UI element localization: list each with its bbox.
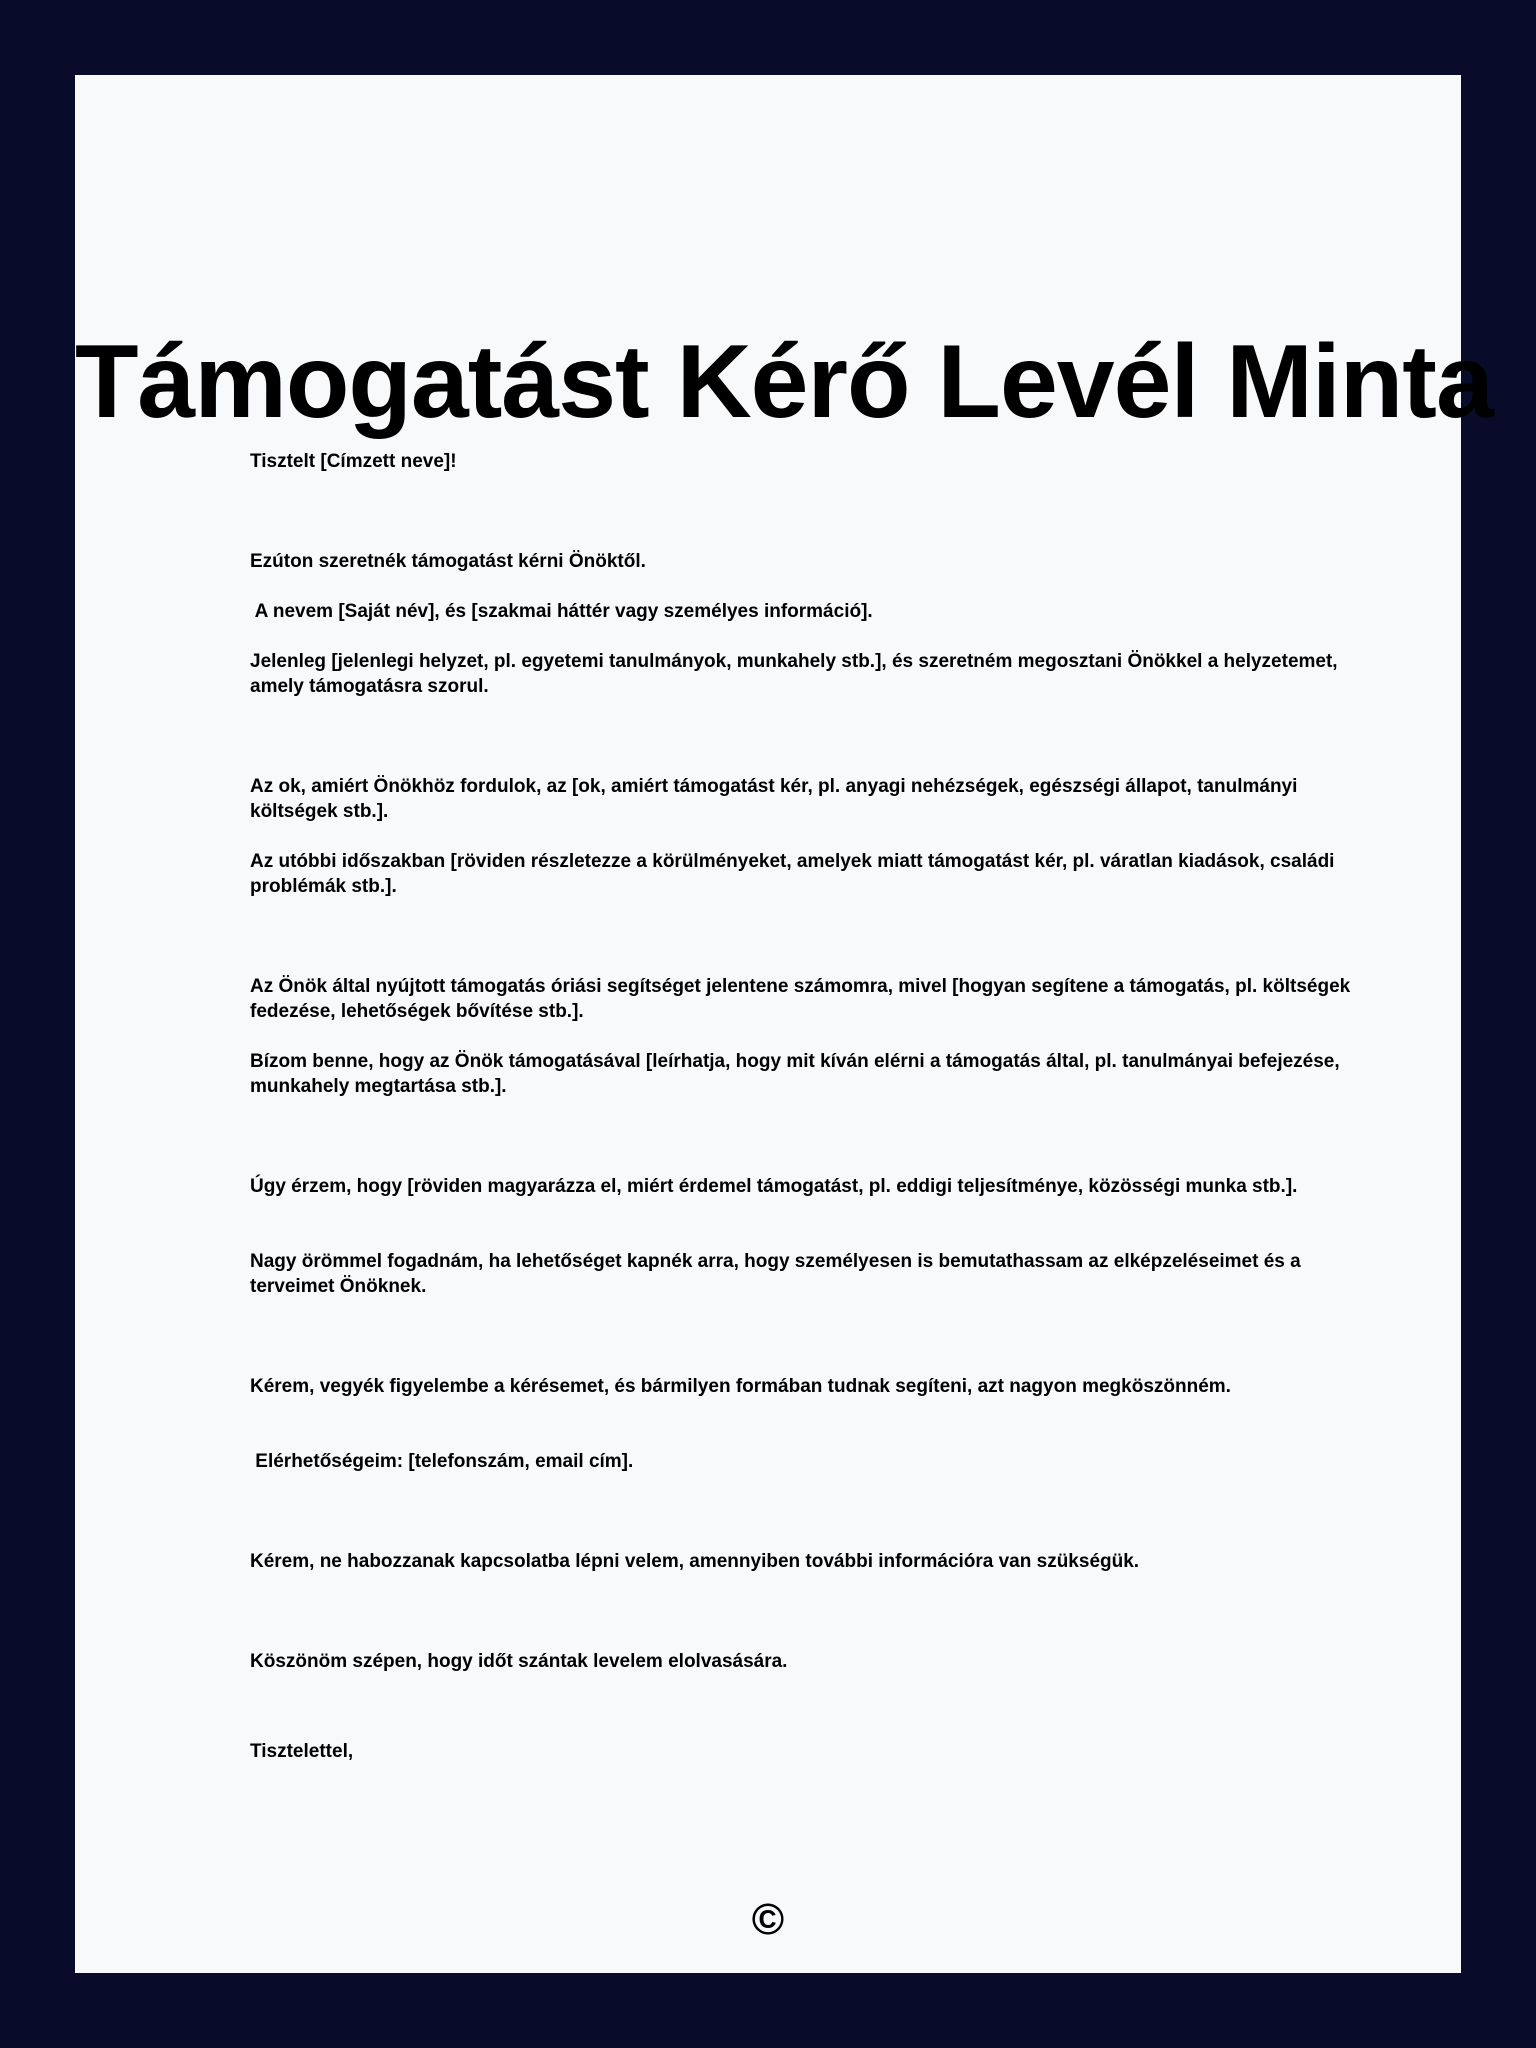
paragraph-circumstances: Az utóbbi időszakban [röviden részletezze a körülményeket, amelyek miatt támogatást kér, pl. váratlan kiadások, családi problémák stb.]. xyxy=(250,851,1335,897)
paragraph-help: Az Önök által nyújtott támogatás óriási segítséget jelentene számomra, mivel [hogyan segítene a támogatás, pl. költségek fedezése, lehetőségek bővítése stb.]. xyxy=(250,976,1351,1022)
paragraph-thanks: Köszönöm szépen, hogy időt szántak levelem elolvasására. xyxy=(250,1651,788,1672)
paragraph-reason: Az ok, amiért Önökhöz fordulok, az [ok, amiért támogatást kér, pl. anyagi nehézségek, egészségi állapot, tanulmányi költségek stb.]. xyxy=(250,776,1298,822)
letter-page xyxy=(75,75,1493,1973)
paragraph-followup: Kérem, ne habozzanak kapcsolatba lépni velem, amennyiben további információra van szükségük. xyxy=(250,1551,1140,1572)
salutation: Tisztelt [Címzett neve]! xyxy=(250,451,457,472)
paragraph-name: A nevem [Saját név], és [szakmai háttér vagy személyes információ]. xyxy=(250,601,873,622)
paragraph-intro: Ezúton szeretnék támogatást kérni Önöktől. xyxy=(250,551,646,572)
paragraph-request: Kérem, vegyék figyelembe a kérésemet, és bármilyen formában tudnak segíteni, azt nagyon megköszönném. xyxy=(250,1376,1231,1397)
paragraph-meeting: Nagy örömmel fogadnám, ha lehetőséget kapnék arra, hogy személyesen is bemutathassam az elképzeléseimet és a terveimet Önöknek. xyxy=(250,1251,1301,1297)
paragraph-situation: Jelenleg [jelenlegi helyzet, pl. egyetemi tanulmányok, munkahely stb.], és szeretném megosztani Önökkel a helyzetemet, amely támogatásra szorul. xyxy=(250,651,1338,697)
page-title: Támogatást Kérő Levél Minta xyxy=(75,324,1493,440)
paragraph-merit: Úgy érzem, hogy [röviden magyarázza el, miért érdemel támogatást, pl. eddigi teljesítménye, közösségi munka stb.]. xyxy=(250,1176,1298,1197)
paragraph-goal: Bízom benne, hogy az Önök támogatásával [leírhatja, hogy mit kíván elérni a támogatás által, pl. tanulmányai befejezése, munkahely megtartása stb.]. xyxy=(250,1051,1340,1097)
copyright-icon: © xyxy=(751,1895,785,1944)
paragraph-contact: Elérhetőségeim: [telefonszám, email cím]. xyxy=(250,1451,634,1472)
closing: Tisztelettel, xyxy=(250,1741,354,1762)
